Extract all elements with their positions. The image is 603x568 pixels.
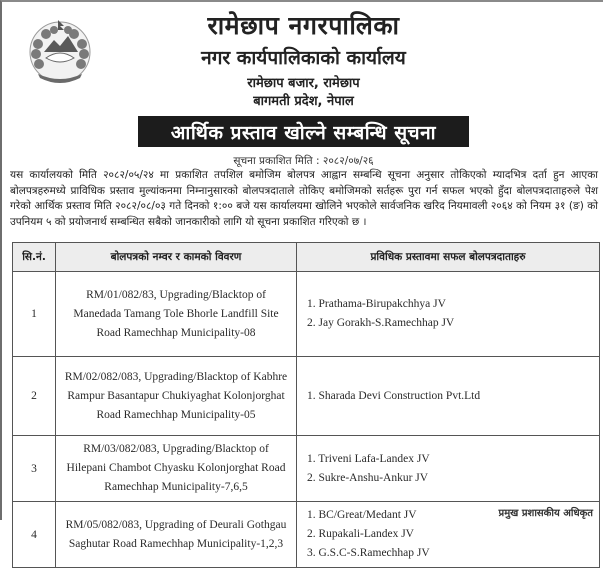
table-row: [13, 272, 600, 357]
notice-title-banner: [138, 116, 469, 147]
bidder-item: 1. Prathama-Birupakchhya JV: [307, 298, 446, 310]
row-description: RM/02/082/083, Upgrading/Blacktop of Kabhre Rampur Basantapur Chukiyaghat Kolonjorghat Road Ramechhap Municipality-05: [56, 357, 297, 436]
signature-title: प्रमुख प्रशासकीय अधिकृत: [498, 508, 593, 519]
address-line-1: रामेछाप बजार, रामेछाप: [247, 76, 360, 91]
notice-title: आर्थिक प्रस्ताव खोल्ने सम्बन्धि सूचना: [170, 121, 437, 144]
bidders-table: [12, 242, 600, 568]
bidder-item: 1. BC/Great/Medant JV: [307, 509, 417, 521]
published-date: सूचना प्रकाशित मिति : २०८२/०७/२६: [233, 155, 374, 167]
bidder-item: 3. G.S.C-S.Ramechhap JV: [307, 547, 430, 559]
table-row: [13, 357, 600, 436]
bidder-item: 2. Jay Gorakh-S.Ramechhap JV: [307, 317, 455, 329]
notice-body: यस कार्यालयको मिति २०८२/०५/२४ मा प्रकाशित तपशिल बमोजिम बोलपत्र आह्वान सम्बन्धि सूचना अनुसार तोकिएको म्यादभित्र दर्ता हुन आएका बोलपत्रहरुमध्ये प्राविधिक प्रस्ताव मुल्यांकनमा निम्नानुसारको बोलपत्रदाताले तोकिए बमोजिमको सर्तहरू पुरा गर्न सफल भएको हुँदा बोलपत्रदाताहरुले पेश गरेको आर्थिक प्रस्ताव मिति २०८२/०८/०३ गते दिनको १:०० बजे यस कार्यालयमा खोलिने भएकोले सार्वजनिक खरिद नियमावली २०६४ को नियम ३१ (ङ) को उपनियम ५ को प्रयोजनार्थ सम्बन्धित सबैको जानकारीको लागि यो सूचना प्रकाशित गरिएको छ ।: [10, 169, 598, 228]
table-row: [13, 436, 600, 502]
bidder-item: 2. Sukre-Anshu-Ankur JV: [307, 471, 429, 484]
row-bidders: [297, 272, 600, 357]
row-sn: 3: [13, 436, 56, 502]
row-sn: 2: [13, 357, 56, 436]
header-sn: सि.नं.: [13, 243, 56, 272]
row-bidders: [297, 357, 600, 436]
office-name: नगर कार्यपालिकाको कार्यालय: [201, 47, 406, 69]
address-line-2: बागमती प्रदेश, नेपाल: [253, 94, 354, 109]
table-header-row: [13, 243, 600, 272]
bidder-item: 1. Sharada Devi Construction Pvt.Ltd: [307, 389, 481, 402]
header-bidders: प्रविधिक प्रस्तावमा सफल बोलपत्रदाताहरु: [297, 243, 600, 272]
municipality-name: रामेछाप नगरपालिका: [207, 11, 400, 40]
row-sn: 1: [13, 272, 56, 357]
header-description: बोलपत्रको नम्वर र कामको विवरण: [56, 243, 297, 272]
row-description: RM/01/082/83, Upgrading/Blacktop of Manedada Tamang Tole Bhorle Landfill Site Road Ramechhap Municipality-08: [56, 272, 297, 357]
bidder-item: 2. Rupakali-Landex JV: [307, 528, 414, 540]
row-sn: 4: [13, 502, 56, 568]
row-bidders: [297, 436, 600, 502]
row-description: RM/03/082/083, Upgrading/Blacktop of Hilepani Chambot Chyasku Kolonjorghat Road Ramechhap Municipality-7,6,5: [56, 436, 297, 502]
row-description: RM/05/082/083, Upgrading of Deurali Gothgau Saghutar Road Ramechhap Municipality-1,2,3: [56, 502, 297, 568]
bidder-item: 1. Triveni Lafa-Landex JV: [307, 452, 430, 465]
